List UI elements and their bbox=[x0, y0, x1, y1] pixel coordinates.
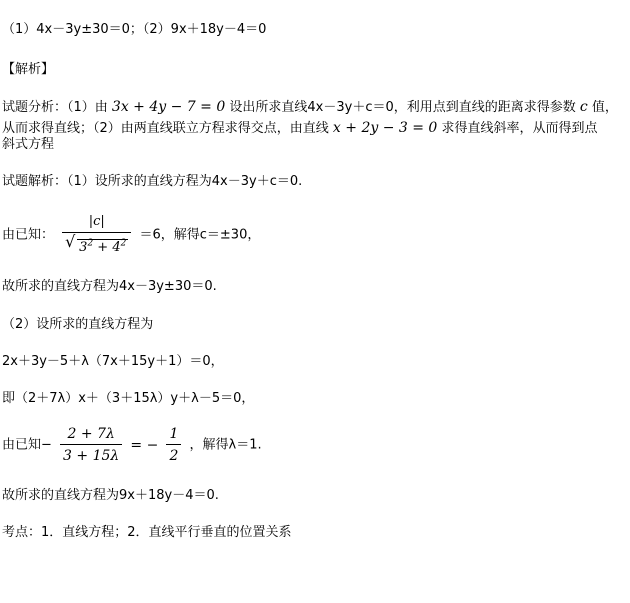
analysis-heading: 【解析】 bbox=[2, 62, 55, 77]
solution-fraction-line bbox=[2, 212, 260, 259]
analysis-prefix: 试题分析：（1）由 bbox=[2, 100, 108, 115]
known2-prefix: 由已知− bbox=[2, 437, 52, 453]
slope-equation-line bbox=[2, 424, 262, 467]
answer-line: （1）4x－3y±30＝0；（2）9x＋18y－4＝0 bbox=[2, 22, 267, 37]
half-numerator: 1 bbox=[166, 424, 181, 445]
fraction-numerator: |c| bbox=[62, 212, 131, 233]
solution-line-6: 故所求的直线方程为9x＋18y－4＝0. bbox=[2, 488, 219, 503]
fraction-denominator: √ $3^2 + 4^2$ bbox=[65, 232, 127, 256]
equation-2: x + 2y − 3 = 0 bbox=[332, 120, 438, 136]
equation-1: 3x + 4y − 7 = 0 bbox=[111, 99, 226, 115]
solution-line-4: 2x＋3y－5＋λ（7x＋15y＋1）＝0， bbox=[2, 354, 224, 369]
half-denominator: 2 bbox=[169, 448, 179, 464]
analysis-line2-a: 从而求得直线；（2）由两直线联立方程求得交点，由直线 bbox=[2, 121, 329, 136]
distance-fraction bbox=[62, 212, 131, 259]
param-c: c bbox=[579, 99, 588, 115]
half-fraction bbox=[166, 424, 181, 467]
analysis-line-2 bbox=[2, 120, 598, 137]
slope-denominator: 3 + 15λ bbox=[63, 448, 120, 464]
solution-line-1: 试题解析：（1）设所求的直线方程为4x－3y＋c＝0. bbox=[2, 174, 303, 189]
equals-minus: = − bbox=[130, 437, 159, 454]
fraction-tail: ＝6，解得c＝±30， bbox=[139, 227, 261, 243]
solution-line-2: 故所求的直线方程为4x－3y±30＝0. bbox=[2, 279, 217, 294]
slope-numerator: 2 + 7λ bbox=[60, 424, 122, 445]
analysis-mid: 设出所求直线4x－3y＋c＝0，利用点到直线的距离求得参数 bbox=[229, 100, 576, 115]
solution-line-3: （2）设所求的直线方程为 bbox=[2, 317, 154, 332]
kaodian-line: 考点：1．直线方程；2．直线平行垂直的位置关系 bbox=[2, 525, 292, 540]
slope-fraction bbox=[60, 424, 122, 467]
known-prefix: 由已知： bbox=[2, 227, 55, 243]
analysis-line-1 bbox=[2, 99, 618, 116]
analysis-suffix: 值， bbox=[591, 100, 618, 115]
solution-line-5: 即（2＋7λ）x＋（3＋15λ）y＋λ－5＝0， bbox=[2, 391, 255, 406]
analysis-line-3: 斜式方程 bbox=[2, 137, 55, 152]
analysis-line2-b: 求得直线斜率，从而得到点 bbox=[441, 121, 598, 136]
slope-tail: ，解得λ＝1. bbox=[189, 437, 262, 453]
